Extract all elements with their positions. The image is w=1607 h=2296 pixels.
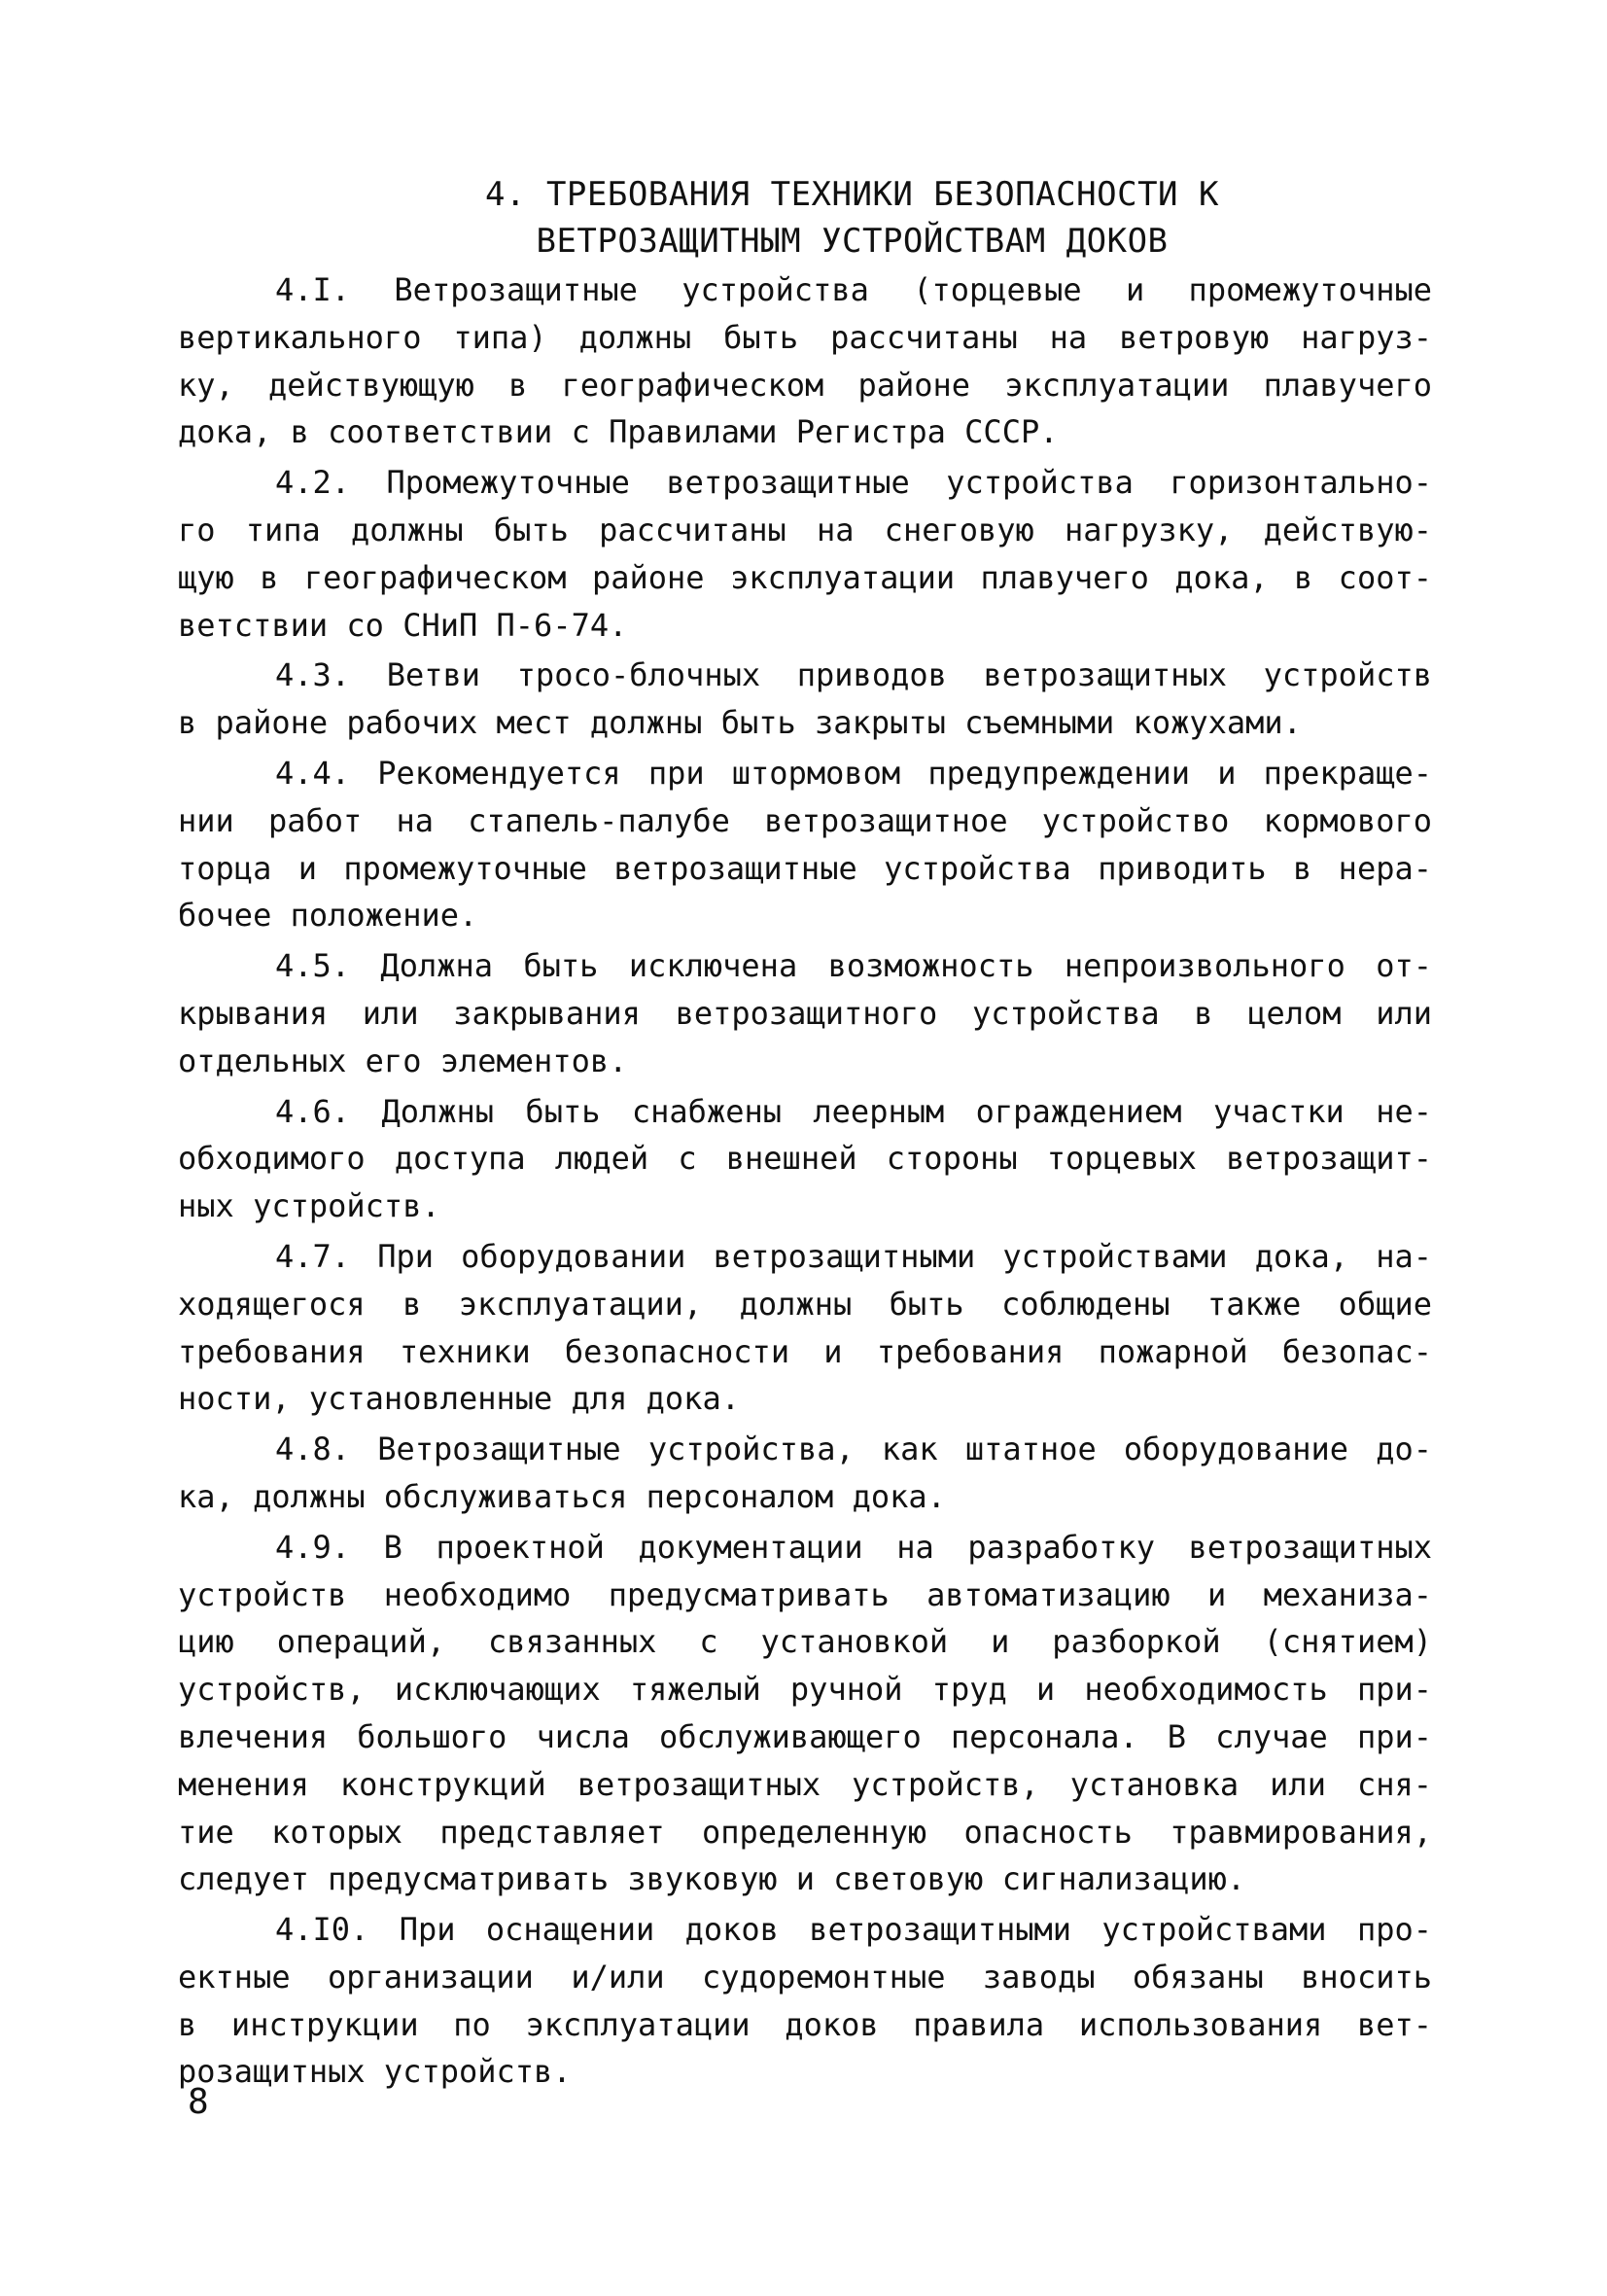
paragraph-line: 4.4. Рекомендуется при штормовом предупреждении и прекраще- — [275, 754, 1432, 792]
paragraph-line: отдельных его элементов. — [178, 1042, 628, 1079]
paragraph-line: торца и промежуточные ветрозащитные устройства приводить в нера- — [178, 849, 1432, 887]
page-number: 8 — [188, 2082, 209, 2122]
paragraph-1 — [178, 266, 1432, 456]
paragraph-line: го типа должны быть рассчитаны на снеговую нагрузку, действую- — [178, 511, 1432, 548]
paragraph-9 — [178, 1524, 1432, 1903]
paragraph-line: 4.7. При оборудовании ветрозащитными устройствами дока, на- — [275, 1237, 1432, 1275]
paragraph-5 — [178, 942, 1432, 1084]
paragraph-line: 4.I. Ветрозащитные устройства (торцевые и промежуточные — [275, 271, 1432, 308]
paragraph-line: влечения большого числа обслуживающего персонала. В случае при- — [178, 1717, 1432, 1755]
paragraph-line: 4.3. Ветви тросо-блочных приводов ветрозащитных устройств — [275, 656, 1432, 694]
paragraph-line: розащитных устройств. — [178, 2053, 572, 2091]
paragraph-line: ку, действующую в географическом районе эксплуатации плавучего — [178, 366, 1432, 404]
paragraph-line: 4.6. Должны быть снабжены леерным ограждением участки не- — [275, 1092, 1432, 1130]
paragraph-10 — [178, 1906, 1432, 2096]
paragraph-line: в районе рабочих мест должны быть закрыты съемными кожухами. — [178, 704, 1302, 742]
paragraph-line: бочее положение. — [178, 897, 478, 935]
paragraph-line: нии работ на стапель-палубе ветрозащитное устройство кормового — [178, 801, 1432, 839]
paragraph-line: вертикального типа) должны быть рассчитаны на ветровую нагруз- — [178, 318, 1432, 356]
paragraph-line: ходящегося в эксплуатации, должны быть соблюдены также общие — [178, 1285, 1432, 1323]
paragraph-6 — [178, 1088, 1432, 1230]
section-title-line-2: ВЕТРОЗАЩИТНЫМ УСТРОЙСТВАМ ДОКОВ — [536, 222, 1169, 261]
paragraph-line: цию операций, связанных с установкой и разборкой (снятием) — [178, 1623, 1432, 1661]
paragraph-3 — [178, 652, 1432, 747]
section-body — [178, 266, 1432, 2099]
paragraph-line: ектные организации и/или судоремонтные заводы обязаны вносить — [178, 1958, 1432, 1996]
paragraph-line: в инструкции по эксплуатации доков правила использования вет- — [178, 2005, 1432, 2043]
paragraph-line: 4.9. В проектной документации на разработку ветрозащитных — [275, 1528, 1432, 1566]
paragraph-line: тие которых представляет определенную опасность травмирования, — [178, 1813, 1432, 1851]
paragraph-line: следует предусматривать звуковую и световую сигнализацию. — [178, 1860, 1246, 1898]
paragraph-line: требования техники безопасности и требования пожарной безопас- — [178, 1332, 1432, 1370]
paragraph-line: дока, в соответствии с Правилами Регистра СССР. — [178, 413, 1059, 451]
paragraph-7 — [178, 1233, 1432, 1423]
paragraph-line: 4.5. Должна быть исключена возможность непроизвольного от- — [275, 947, 1432, 985]
paragraph-line: менения конструкций ветрозащитных устройств, установка или сня- — [178, 1765, 1432, 1803]
paragraph-line: крывания или закрывания ветрозащитного устройства в целом или — [178, 994, 1432, 1032]
paragraph-line: 4.8. Ветрозащитные устройства, как штатное оборудование до- — [275, 1431, 1432, 1468]
paragraph-line: 4.I0. При оснащении доков ветрозащитными устройствами про- — [275, 1911, 1432, 1949]
paragraph-line: устройств, исключающих тяжелый ручной труд и необходимость при- — [178, 1671, 1432, 1709]
paragraph-2 — [178, 459, 1432, 649]
paragraph-line: обходимого доступа людей с внешней стороны торцевых ветрозащит- — [178, 1140, 1432, 1178]
paragraph-line: ных устройств. — [178, 1187, 440, 1225]
paragraph-line: ветствии со СНиП П-6-74. — [178, 606, 628, 644]
paragraph-line: ности, установленные для дока. — [178, 1380, 740, 1418]
paragraph-line: 4.2. Промежуточные ветрозащитные устройства горизонтально- — [275, 464, 1432, 502]
paragraph-8 — [178, 1426, 1432, 1521]
paragraph-line: ка, должны обслуживаться персоналом дока. — [178, 1477, 946, 1515]
paragraph-line: щую в географическом районе эксплуатации плавучего дока, в соот- — [178, 558, 1432, 596]
paragraph-4 — [178, 750, 1432, 939]
section-title-line-1: 4. ТРЕБОВАНИЯ ТЕХНИКИ БЕЗОПАСНОСТИ К — [485, 175, 1219, 214]
paragraph-line: устройств необходимо предусматривать автоматизацию и механиза- — [178, 1575, 1432, 1613]
